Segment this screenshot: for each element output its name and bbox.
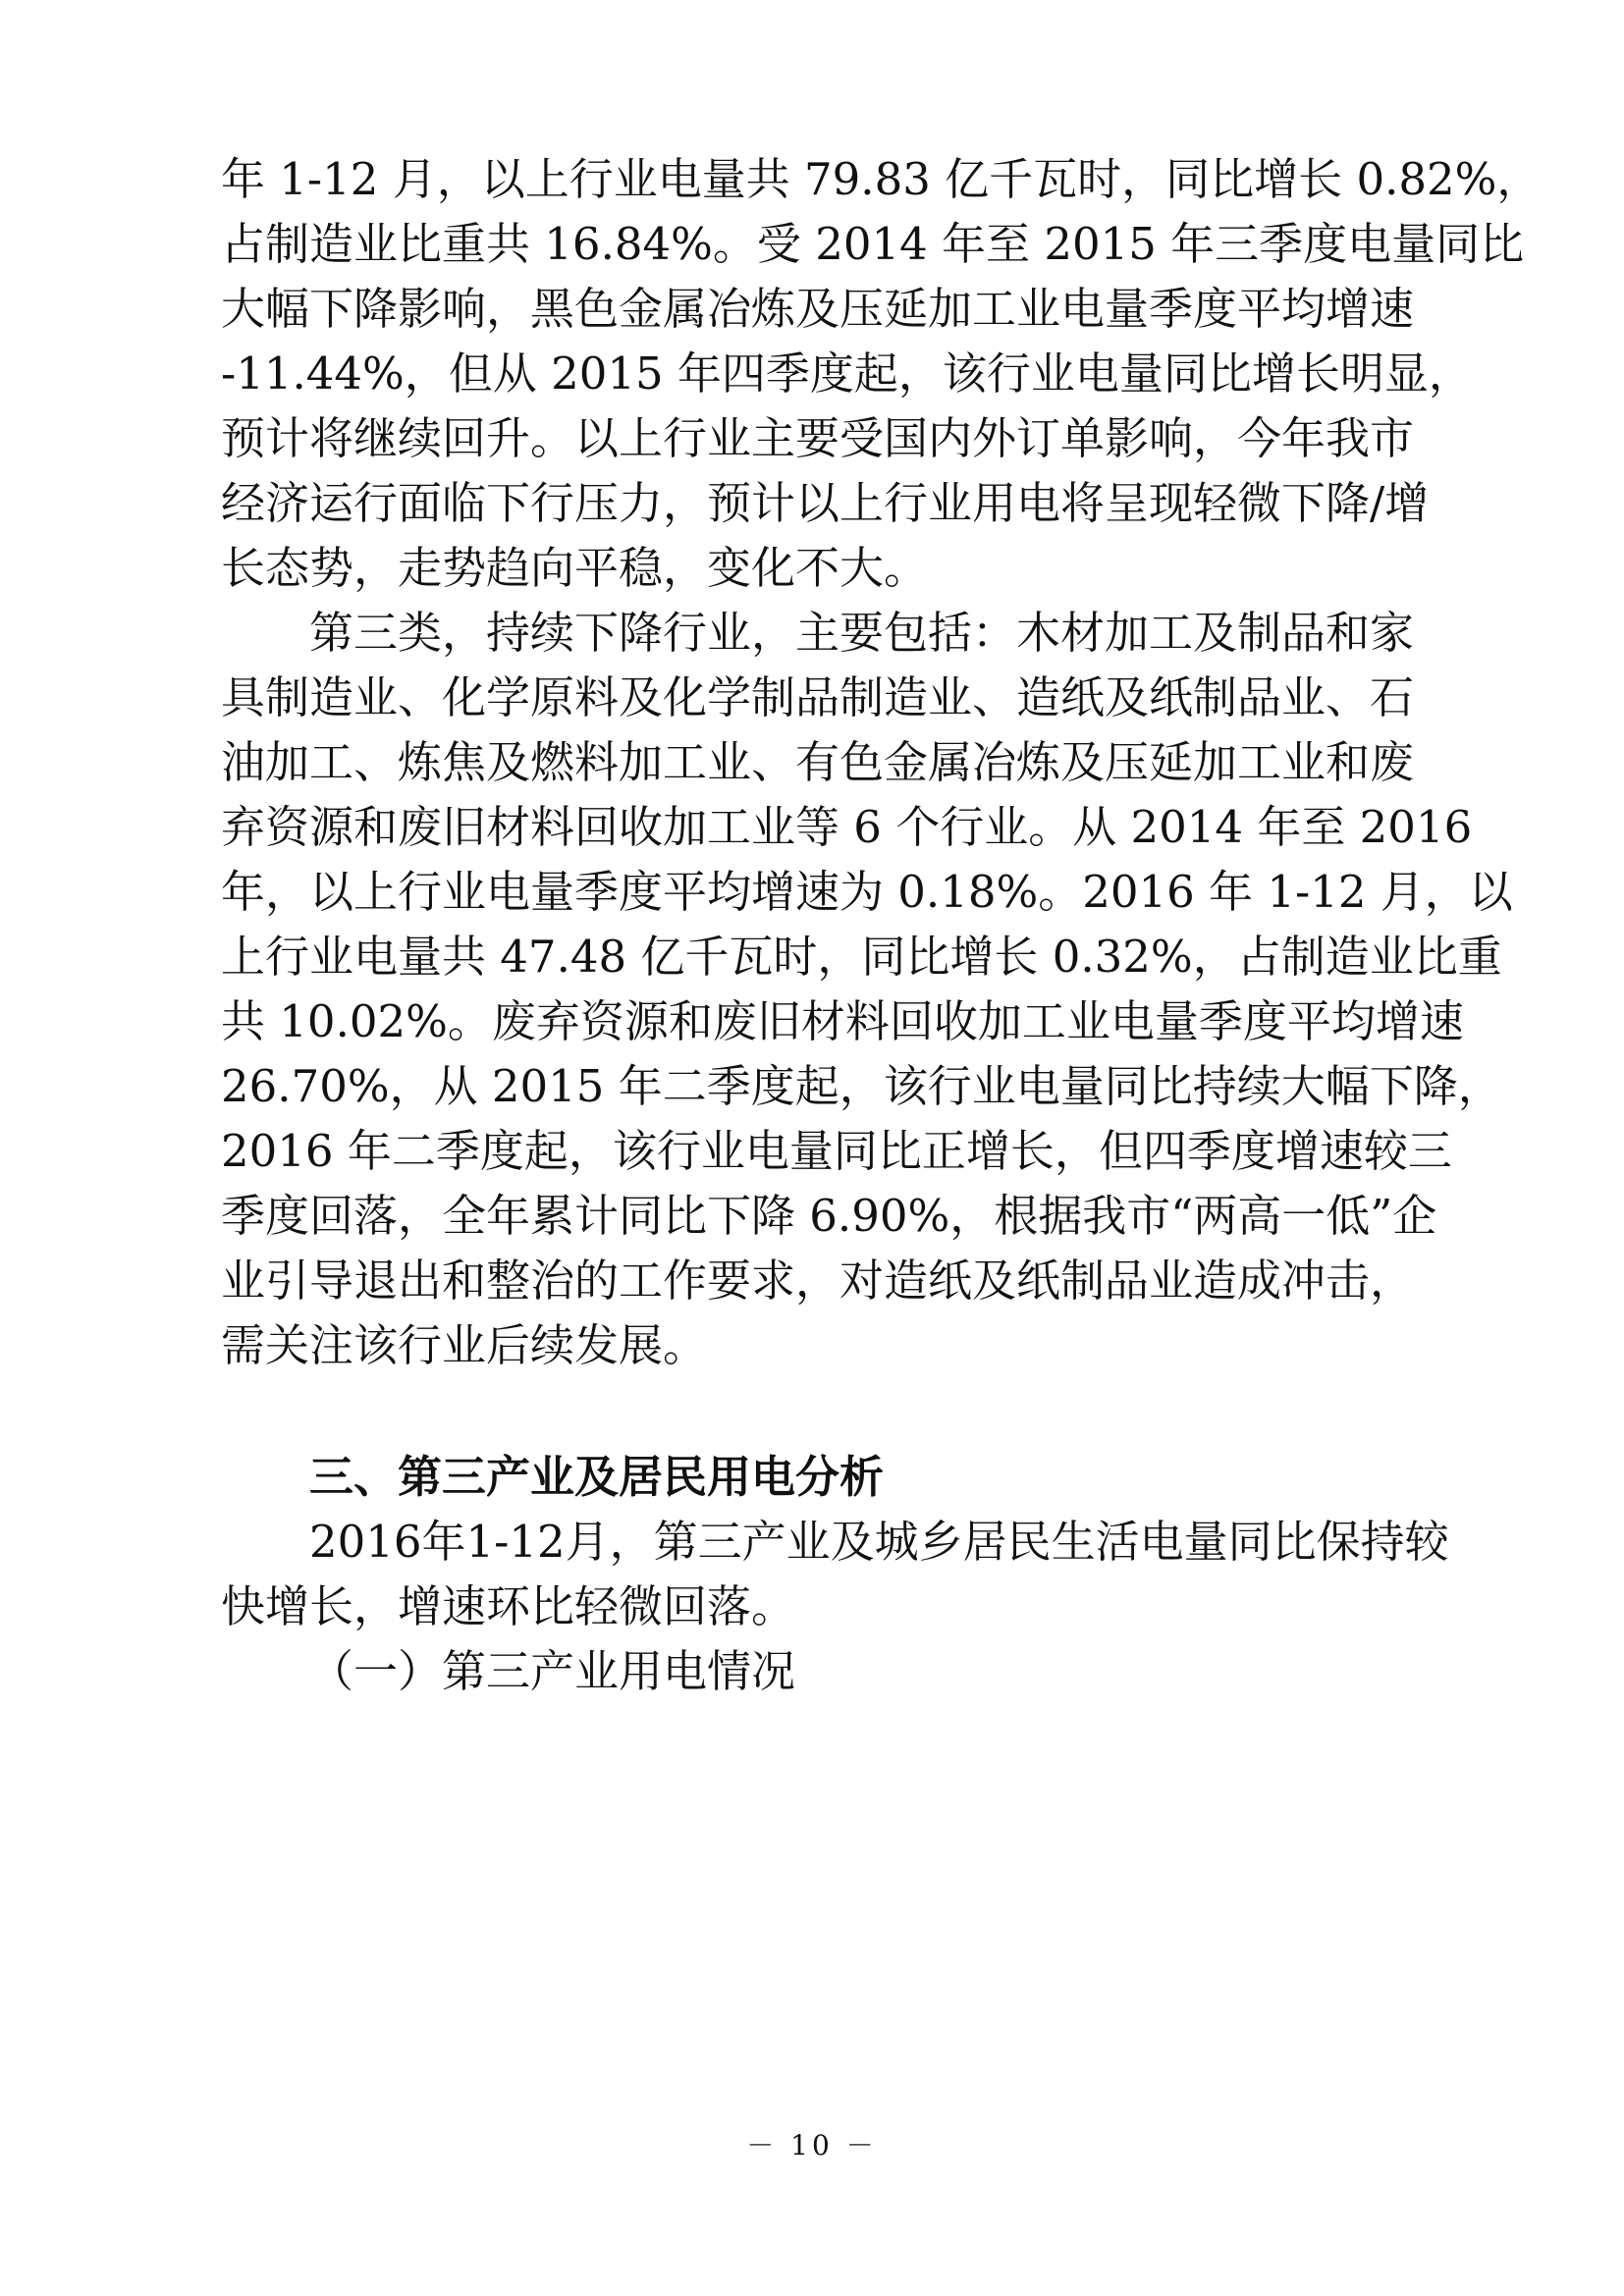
paragraph-line: 预计将继续回升。以上行业主要受国内外订单影响，今年我市: [221, 412, 1415, 464]
paragraph-line: 占制造业比重共 16.84%。受 2014 年至 2015 年三季度电量同比: [221, 218, 1525, 270]
paragraph-line: -11.44%，但从 2015 年四季度起，该行业电量同比增长明显，: [221, 347, 1473, 400]
paragraph-line: 油加工、炼焦及燃料加工业、有色金属冶炼及压延加工业和废: [221, 736, 1415, 788]
paragraph-line: 业引导退出和整治的工作要求，对造纸及纸制品业造成冲击，: [221, 1255, 1415, 1307]
paragraph-line: 年，以上行业电量季度平均增速为 0.18%。2016 年 1-12 月，以: [221, 866, 1513, 918]
paragraph-line: 需关注该行业后续发展。: [221, 1319, 708, 1371]
paragraph-line: 经济运行面临下行压力，预计以上行业用电将呈现轻微下降/增: [221, 477, 1430, 529]
sub-heading: （一）第三产业用电情况: [309, 1645, 796, 1697]
paragraph-line: 具制造业、化学原料及化学制品制造业、造纸及纸制品业、石: [221, 671, 1415, 723]
paragraph-line: 2016年1-12月，第三产业及城乡居民生活电量同比保持较: [309, 1516, 1449, 1568]
paragraph-line: 弃资源和废旧材料回收加工业等 6 个行业。从 2014 年至 2016: [221, 801, 1473, 853]
paragraph-line: 快增长，增速环比轻微回落。: [221, 1580, 796, 1632]
paragraph-line: 共 10.02%。废弃资源和废旧材料回收加工业电量季度平均增速: [221, 995, 1464, 1047]
paragraph-line: 上行业电量共 47.48 亿千瓦时，同比增长 0.32%，占制造业比重: [221, 931, 1502, 983]
paragraph-line: 季度回落，全年累计同比下降 6.90%，根据我市“两高一低”企: [221, 1190, 1437, 1242]
paragraph-line: 年 1-12 月，以上行业电量共 79.83 亿千瓦时，同比增长 0.82%，: [221, 153, 1542, 205]
paragraph-line: 长态势，走势趋向平稳，变化不大。: [221, 542, 929, 594]
paragraph-line: 2016 年二季度起，该行业电量同比正增长，但四季度增速较三: [221, 1125, 1452, 1177]
page-number: － 10 －: [746, 2129, 878, 2162]
paragraph-line: 26.70%，从 2015 年二季度起，该行业电量同比持续大幅下降，: [221, 1060, 1502, 1112]
paragraph-line: 大幅下降影响，黑色金属冶炼及压延加工业电量季度平均增速: [221, 283, 1415, 335]
section-heading: 三、第三产业及居民用电分析: [309, 1451, 885, 1503]
paragraph-line: 第三类，持续下降行业，主要包括：木材加工及制品和家: [309, 607, 1415, 659]
